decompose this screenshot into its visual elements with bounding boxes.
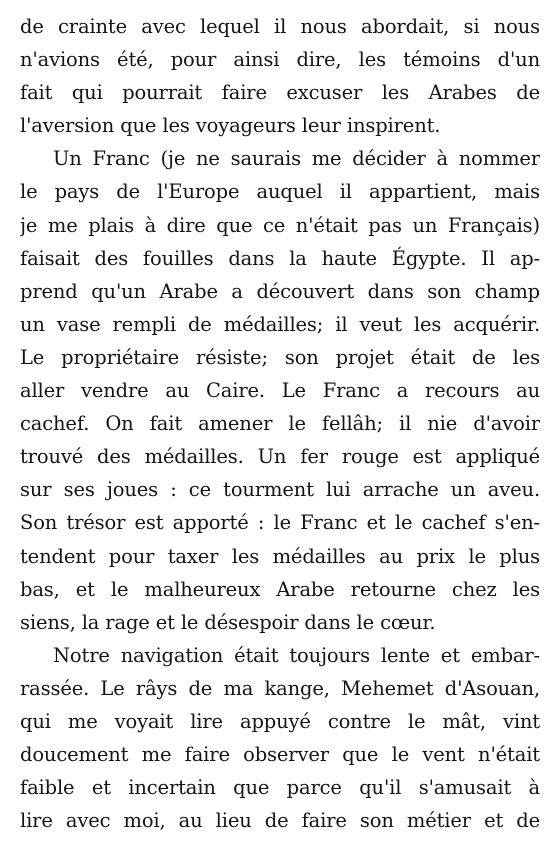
text-line: tendent pour taxer les médailles au prix le plus (20, 544, 540, 568)
paragraph-1 (20, 10, 540, 142)
text-line: qui me voyait lire appuyé contre le mât, vint (20, 709, 540, 733)
text-line: cachef. On fait amener le fellâh; il nie d'avoir (20, 412, 540, 436)
text-line: Le propriétaire résiste; son projet était de les (20, 345, 540, 369)
text-line: aller vendre au Caire. Le Franc a recours au (20, 379, 540, 403)
text-line: trouvé des médailles. Un fer rouge est appliqué (20, 445, 540, 469)
text-line: doucement me faire observer que le vent n'était (20, 743, 540, 767)
text-line: Son trésor est apporté : le Franc et le cachef s'en- (20, 511, 540, 535)
paragraph-2 (20, 142, 540, 638)
text-line: un vase rempli de médailles; il veut les acquérir. (20, 312, 540, 336)
text-line: bas, et le malheureux Arabe retourne chez les (20, 577, 540, 601)
text-line: le pays de l'Europe auquel il appartient, mais (20, 180, 540, 204)
text-line: lire avec moi, au lieu de faire son métier et de (20, 809, 540, 833)
text-line: faisait des fouilles dans la haute Égypte. Il ap- (20, 246, 540, 270)
paragraph-3 (20, 639, 540, 838)
text-line: de crainte avec lequel il nous abordait, si nous (20, 15, 540, 38)
text-line: Notre navigation était toujours lente et embar- (53, 643, 540, 667)
text-line: Un Franc (je ne saurais me décider à nommer (53, 147, 540, 171)
text-line: prend qu'un Arabe a découvert dans son champ (20, 279, 540, 303)
text-line: fait qui pourrait faire excuser les Arabes de (20, 81, 540, 105)
text-line: n'avions été, pour ainsi dire, les témoins d'un (20, 48, 540, 72)
text-line: l'aversion que les voyageurs leur inspirent. (20, 114, 441, 138)
text-line: sur ses joues : ce tourment lui arrache un aveu. (20, 478, 540, 502)
text-line: siens, la rage et le désespoir dans le cœur. (20, 610, 436, 634)
text-line: rassée. Le râys de ma kange, Mehemet d'Asouan, (20, 676, 540, 700)
text-line: faible et incertain que parce qu'il s'amusait à (20, 776, 540, 800)
text-line: je me plais à dire que ce n'était pas un Français) (20, 213, 540, 237)
